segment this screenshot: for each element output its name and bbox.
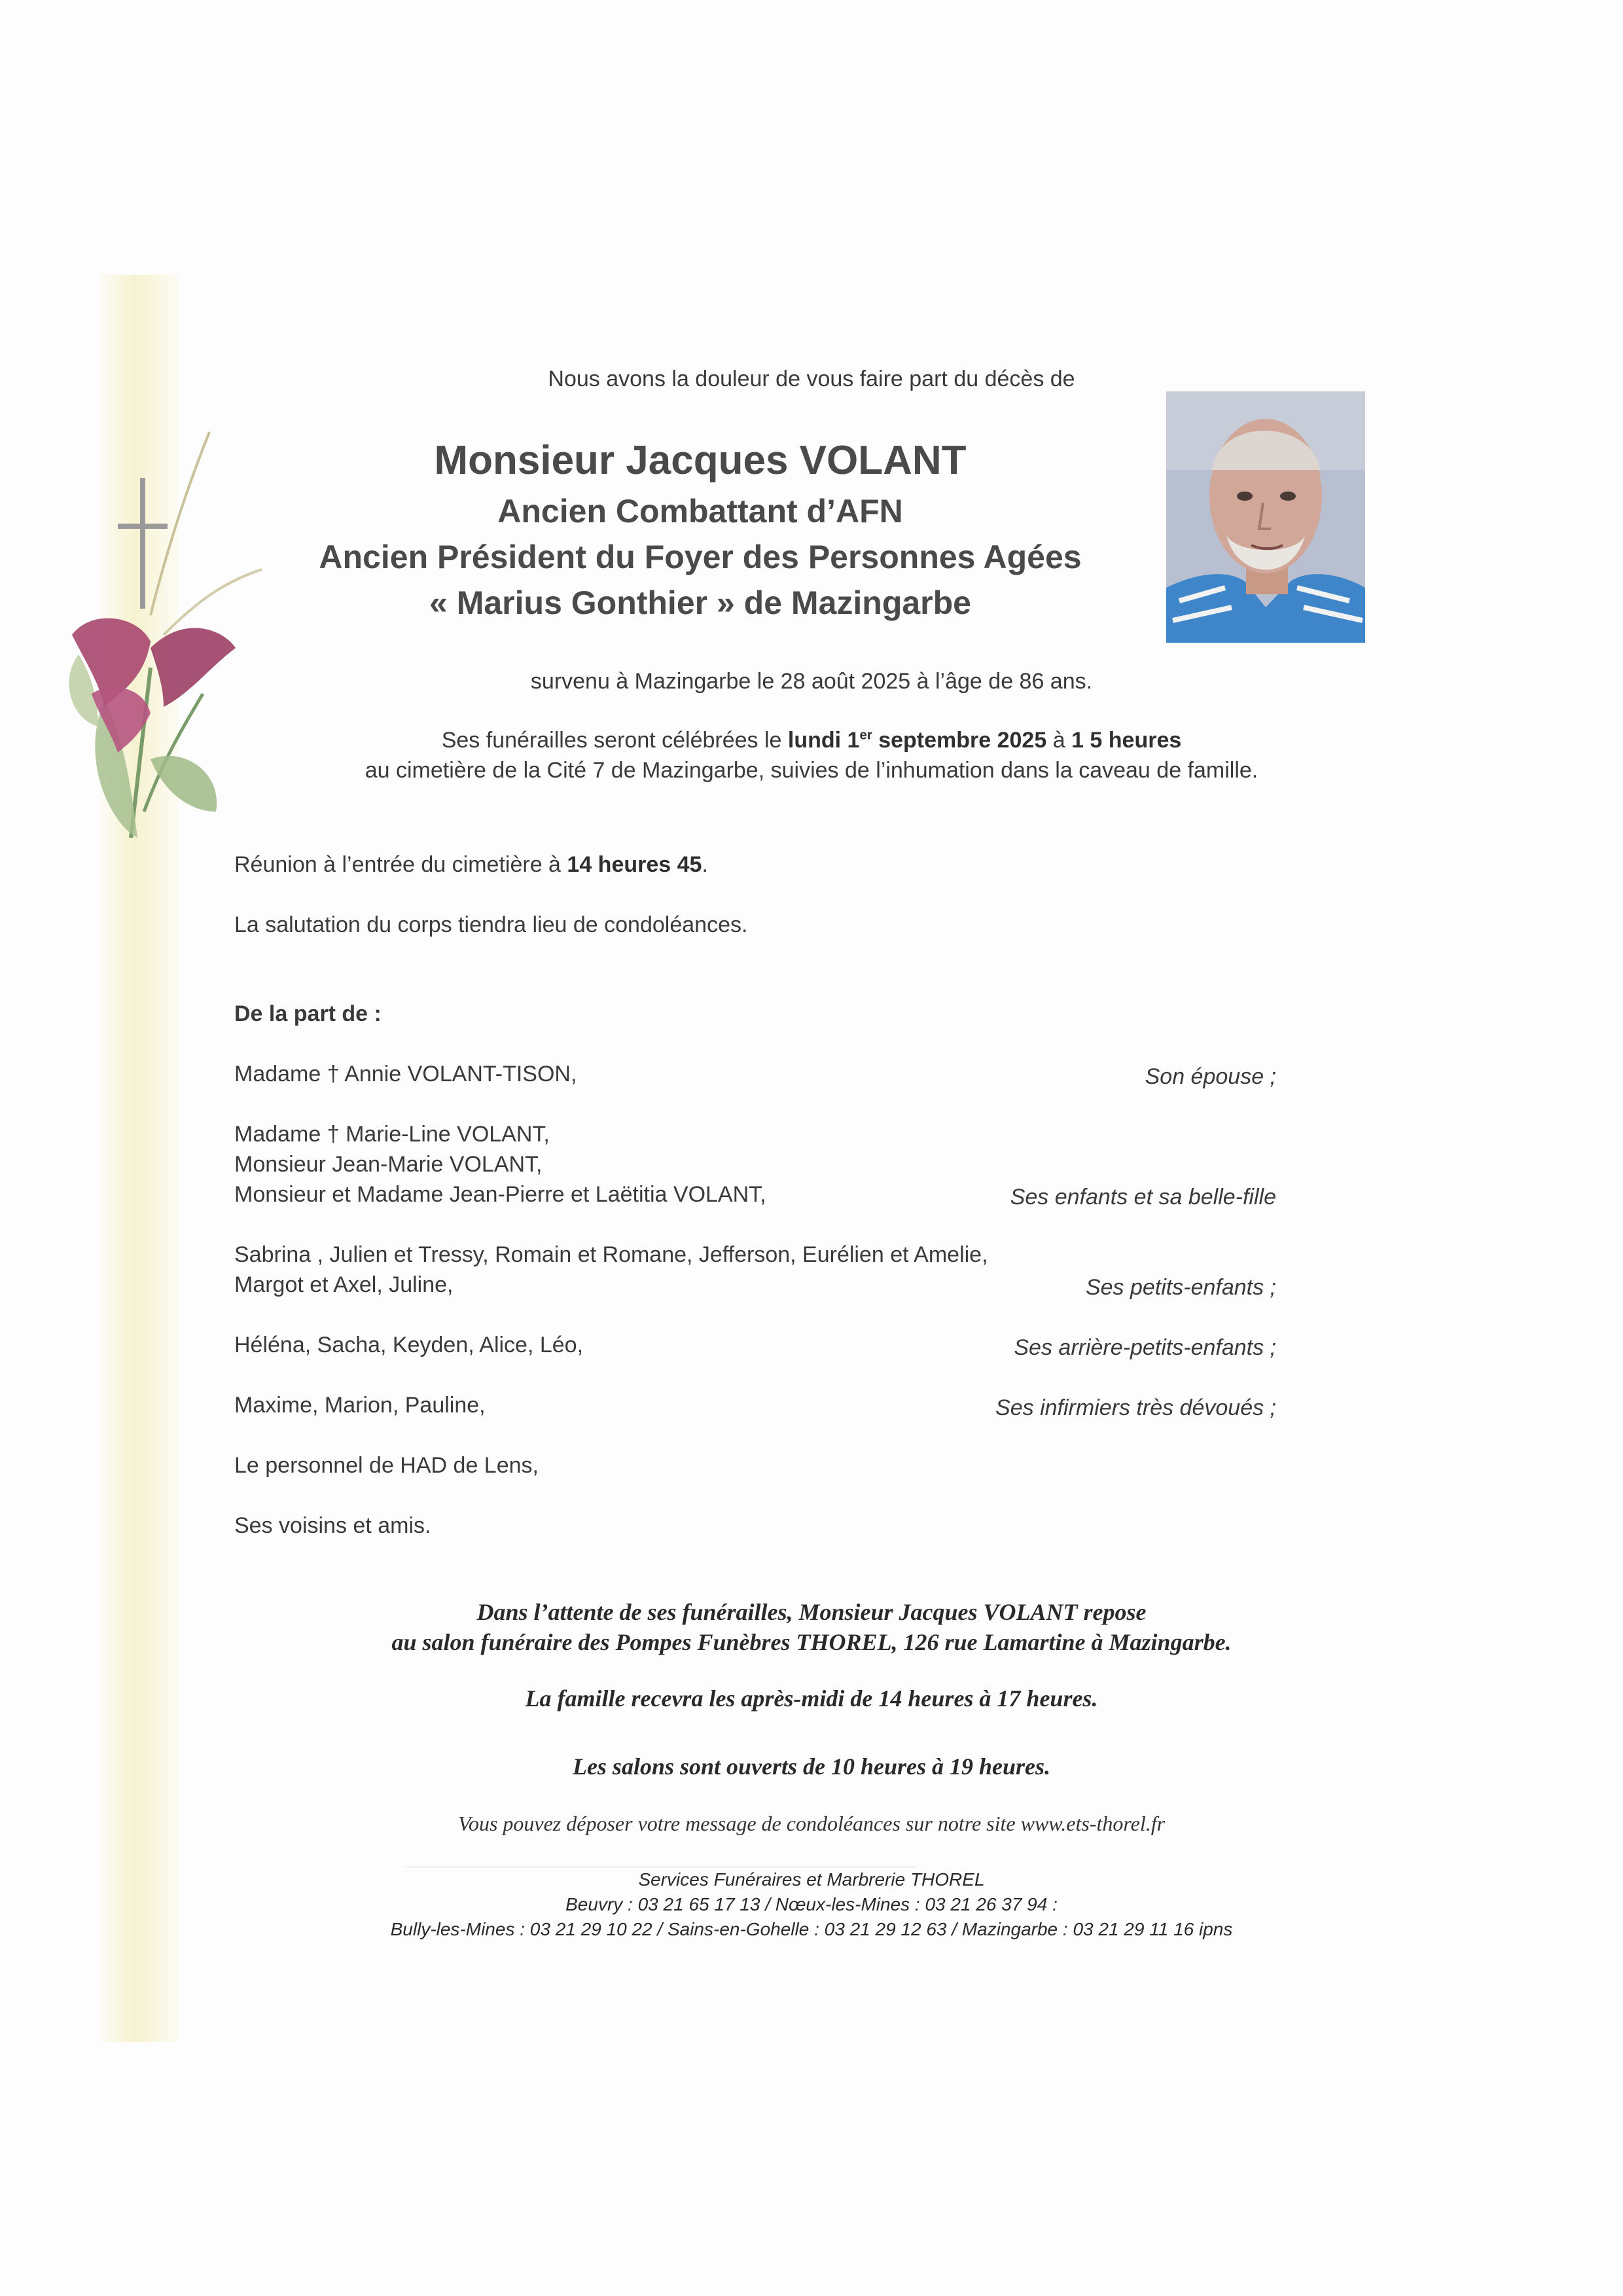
funeral-line-1	[0, 728, 1623, 753]
funeral-mid: à	[1046, 728, 1072, 753]
funeral-time: 1 5 heures	[1071, 728, 1182, 753]
family-relation: Ses arrière-petits-enfants ;	[1014, 1335, 1276, 1360]
funeral-day	[788, 728, 1046, 753]
funeral-pre: Ses funérailles seront célébrées le	[441, 728, 788, 753]
family-line: Sabrina , Julien et Tressy, Romain et Romane, Jefferson, Eurélien et Amelie,	[234, 1242, 988, 1267]
family-relation: Ses petits-enfants ;	[1085, 1275, 1276, 1300]
condolence-website: Vous pouvez déposer votre message de condoléances sur notre site www.ets-thorel.fr	[457, 1812, 1166, 1835]
rest-notice-line-1: Dans l’attente de ses funérailles, Monsieur Jacques VOLANT repose	[476, 1599, 1147, 1625]
calla-lily-cross-icon	[52, 419, 275, 890]
funeral-date: septembre 2025	[872, 728, 1047, 753]
portrait-photo	[1166, 391, 1365, 643]
family-line: Héléna, Sacha, Keyden, Alice, Léo,	[234, 1333, 584, 1357]
meeting-line	[234, 852, 708, 878]
family-line: Maxime, Marion, Pauline,	[234, 1393, 486, 1418]
family-line: Monsieur et Madame Jean-Pierre et Laëtitia VOLANT,	[234, 1182, 766, 1207]
family-line: Margot et Axel, Juline,	[234, 1272, 454, 1297]
meeting-time: 14 heures 45	[567, 852, 702, 877]
death-announcement: survenu à Mazingarbe le 28 août 2025 à l’âge de 86 ans.	[530, 669, 1093, 694]
footer-phones-2: Bully-les-Mines : 03 21 29 10 22 / Sains-en-Gohelle : 03 21 29 12 63 / Mazingarbe : 03 21 29 11 16 ipns	[390, 1919, 1233, 1939]
family-relation: Ses enfants et sa belle-fille	[1010, 1185, 1276, 1210]
family-line: Ses voisins et amis.	[234, 1513, 431, 1538]
family-line: Madame † Annie VOLANT-TISON,	[234, 1062, 577, 1086]
family-line: Le personnel de HAD de Lens,	[234, 1453, 539, 1478]
rest-notice-line-2: au salon funéraire des Pompes Funèbres THOREL, 126 rue Lamartine à Mazingarbe.	[391, 1629, 1232, 1655]
from-label: De la part de :	[234, 1001, 382, 1026]
salon-hours: Les salons sont ouverts de 10 heures à 19 heures.	[572, 1753, 1051, 1780]
meeting-pre: Réunion à l’entrée du cimetière à	[234, 852, 567, 877]
visiting-hours: La famille recevra les après-midi de 14 heures à 17 heures.	[525, 1685, 1098, 1712]
family-relation: Son épouse ;	[1145, 1064, 1276, 1089]
deceased-title-3: « Marius Gonthier » de Mazingarbe	[429, 584, 971, 621]
funeral-day-text: lundi 1	[787, 728, 860, 753]
funeral-line-2: au cimetière de la Cité 7 de Mazingarbe, suivies de l’inhumation dans la caveau de famille.	[365, 758, 1258, 783]
family-line: Monsieur Jean-Marie VOLANT,	[234, 1152, 543, 1177]
footer-phones-1: Beuvry : 03 21 65 17 13 / Nœux-les-Mines : 03 21 26 37 94 :	[565, 1894, 1058, 1914]
footer-company: Services Funéraires et Marbrerie THOREL	[638, 1869, 985, 1890]
deceased-name: Monsieur Jacques VOLANT	[434, 438, 967, 483]
deceased-title-2: Ancien Président du Foyer des Personnes Agées	[319, 539, 1082, 575]
family-line: Madame † Marie-Line VOLANT,	[234, 1122, 550, 1147]
deceased-title-1: Ancien Combattant d’AFN	[497, 493, 903, 529]
family-relation: Ses infirmiers très dévoués ;	[995, 1395, 1276, 1420]
funeral-day-sup: er	[859, 728, 872, 743]
meeting-post: .	[702, 852, 708, 877]
salutation-line: La salutation du corps tiendra lieu de condoléances.	[234, 912, 748, 937]
intro-text: Nous avons la douleur de vous faire part du décès de	[548, 367, 1075, 391]
